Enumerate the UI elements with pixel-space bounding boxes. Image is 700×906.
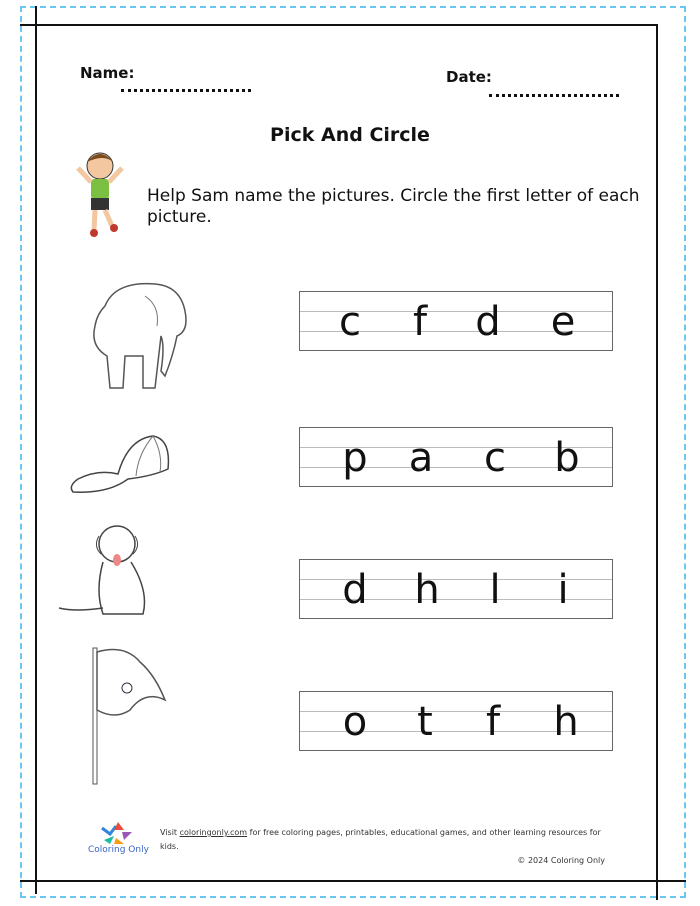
letter-option[interactable]: l: [489, 567, 501, 613]
letter-option[interactable]: p: [342, 435, 368, 481]
letter-option[interactable]: b: [554, 435, 580, 481]
letter-row-3: [299, 559, 613, 619]
letter-option[interactable]: t: [417, 699, 433, 745]
name-label: Name:: [80, 64, 135, 82]
letter-option[interactable]: d: [475, 299, 501, 345]
letter-row-2: [299, 427, 613, 487]
footer-text: [160, 826, 605, 868]
letter-option[interactable]: e: [550, 299, 576, 345]
coloring-only-logo-icon: [100, 818, 134, 846]
footer-rest: for free coloring pages, printables, educational games, and other learning resources for kids.: [160, 828, 601, 851]
border-line-right: [656, 24, 658, 900]
website-link[interactable]: coloringonly.com: [179, 828, 248, 837]
cap-picture: [68, 424, 174, 496]
letter-option[interactable]: d: [342, 567, 368, 613]
dog-picture: [55, 516, 165, 620]
border-line-bottom: [20, 880, 686, 882]
letter-row-4: [299, 691, 613, 751]
name-field[interactable]: [121, 86, 251, 92]
letter-option[interactable]: h: [553, 699, 579, 745]
letter-option[interactable]: c: [484, 435, 506, 481]
letter-option[interactable]: o: [342, 699, 368, 745]
letter-row-1: [299, 291, 613, 351]
logo-text: Coloring Only: [88, 845, 149, 855]
letter-option[interactable]: i: [557, 567, 569, 613]
elephant-picture: [85, 276, 197, 400]
date-label: Date:: [446, 68, 492, 86]
letter-option[interactable]: f: [485, 699, 501, 745]
letter-option[interactable]: h: [414, 567, 440, 613]
copyright: © 2024 Coloring Only: [517, 856, 605, 865]
border-line-top: [20, 24, 658, 26]
letter-option[interactable]: f: [412, 299, 428, 345]
flag-picture: [85, 640, 169, 786]
instructions: Help Sam name the pictures. Circle the first letter of each picture.: [147, 186, 640, 227]
date-field[interactable]: [489, 91, 619, 97]
letter-option[interactable]: c: [339, 299, 361, 345]
boy-illustration: [74, 146, 126, 238]
footer-visit: Visit: [160, 828, 180, 837]
page-title: Pick And Circle: [270, 124, 430, 146]
letter-option[interactable]: a: [408, 435, 434, 481]
